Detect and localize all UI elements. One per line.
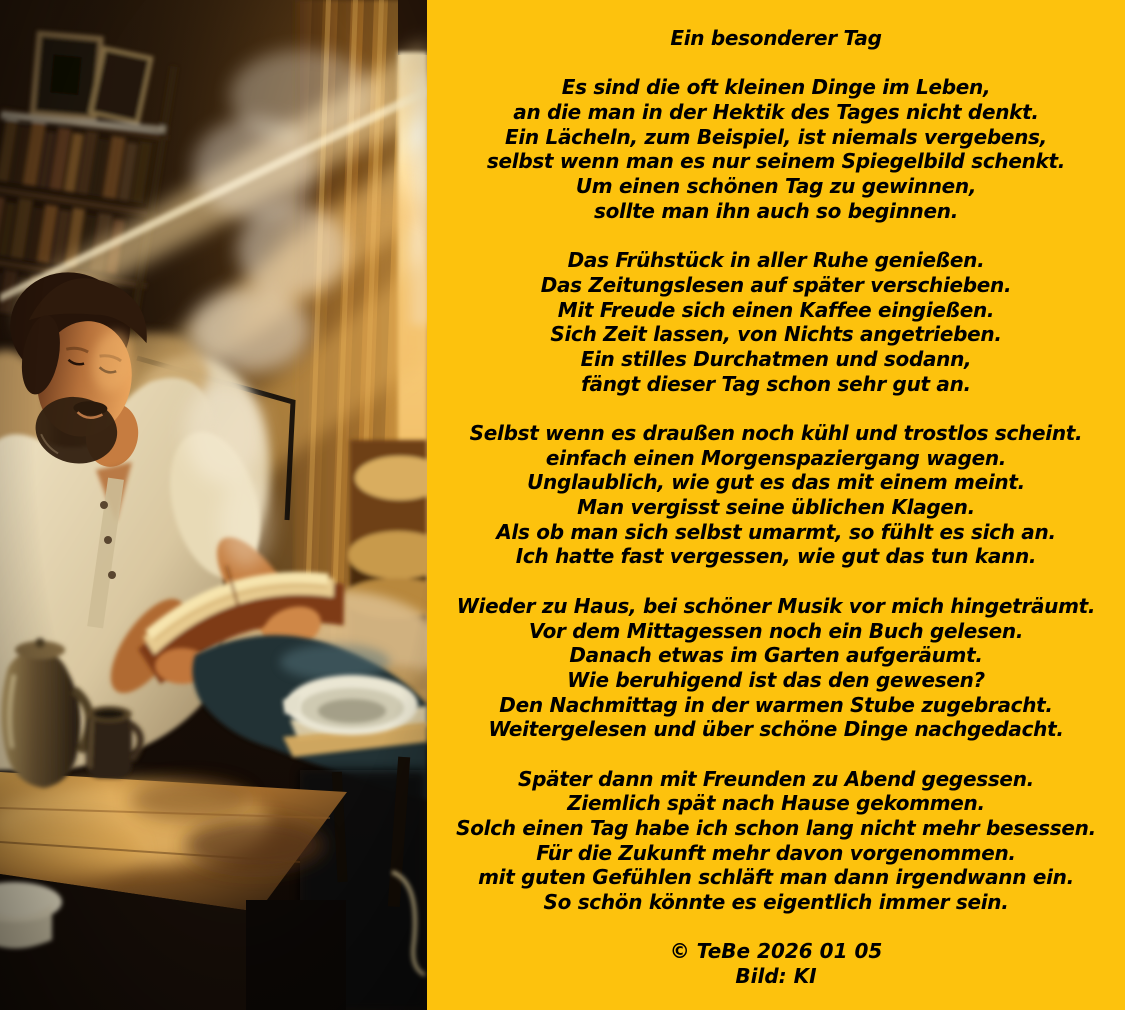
poem-line: selbst wenn man es nur seinem Spiegelbild schenkt. [486,149,1066,174]
image-credit-line: Bild: KI [735,964,817,989]
poem-line: Solch einen Tag habe ich schon lang nicht mehr besessen. [456,816,1096,840]
poem-stanza-2 [431,248,1121,396]
poem-line: Selbst wenn es draußen noch kühl und trostlos scheint. [469,421,1083,445]
spacer [431,51,1121,76]
poem-stanza-1 [431,75,1121,223]
poem-line: Mit Freude sich einen Kaffee eingießen. [557,297,995,322]
poem-panel [427,0,1125,1010]
poem-stanza-4 [431,594,1121,742]
poem-line: Um einen schönen Tag zu gewinnen, [575,174,977,199]
spacer [431,915,1121,940]
poem-line: mit guten Gefühlen schläft man dann irgendwann ein. [478,865,1074,890]
poem-line: Ein stilles Durchatmen und sodann, [580,346,972,371]
poem-line: Man vergisst seine üblichen Klagen. [577,495,975,520]
poem-line: sollte man ihn auch so beginnen. [593,198,958,223]
poem-line: Es sind die oft kleinen Dinge im Leben, [561,75,991,100]
poem-stanza-3 [431,421,1121,569]
poem-line: Als ob man sich selbst umarmt, so fühlt es sich an. [496,519,1056,544]
poem-line: an die man in der Hektik des Tages nicht denkt. [513,100,1039,125]
poem-line: Sich Zeit lassen, von Nichts angetrieben. [550,322,1002,347]
poem-line: Den Nachmittag in der warmen Stube zugebracht. [499,692,1053,717]
poem-stanza-5 [431,767,1121,915]
poem-line: einfach einen Morgenspaziergang wagen. [545,445,1007,470]
reading-man-photo-art [0,0,427,1010]
vignette [0,0,427,1010]
poem-line: Das Zeitungslesen auf später verschieben. [540,272,1012,297]
spacer [431,569,1121,594]
credit-block [431,939,1121,988]
copyright-line: © TeBe 2026 01 05 [669,939,883,964]
poem-line: So schön könnte es eigentlich immer sein. [543,890,1009,915]
poem-line: Das Frühstück in aller Ruhe genießen. [567,248,985,273]
poem-line: fängt dieser Tag schon sehr gut an. [581,371,971,396]
poem-title: Ein besonderer Tag [670,26,882,50]
spacer [431,742,1121,767]
reading-man-photo [0,0,427,1010]
poem-line: Wieder zu Haus, bei schöner Musik vor mich hingeträumt. [456,593,1096,618]
spacer [431,224,1121,249]
poem-line: Ich hatte fast vergessen, wie gut das tun kann. [515,544,1037,569]
poem-line: Unglaublich, wie gut es das mit einem meint. [527,470,1025,495]
poem-line: Später dann mit Freunden zu Abend gegessen. [518,766,1034,791]
poem-line: Vor dem Mittagessen noch ein Buch gelesen. [528,618,1024,643]
poem-line: Für die Zukunft mehr davon vorgenommen. [536,840,1016,865]
poem-line: Danach etwas im Garten aufgeräumt. [569,643,983,668]
poem-line: Ziemlich spät nach Hause gekommen. [567,791,985,816]
poem-line: Ein Lächeln, zum Beispiel, ist niemals vergebens, [505,124,1047,149]
poem-line: Wie beruhigend ist das den gewesen? [567,667,985,692]
spacer [431,396,1121,421]
poem-line: Weitergelesen und über schöne Dinge nachgedacht. [488,717,1064,742]
